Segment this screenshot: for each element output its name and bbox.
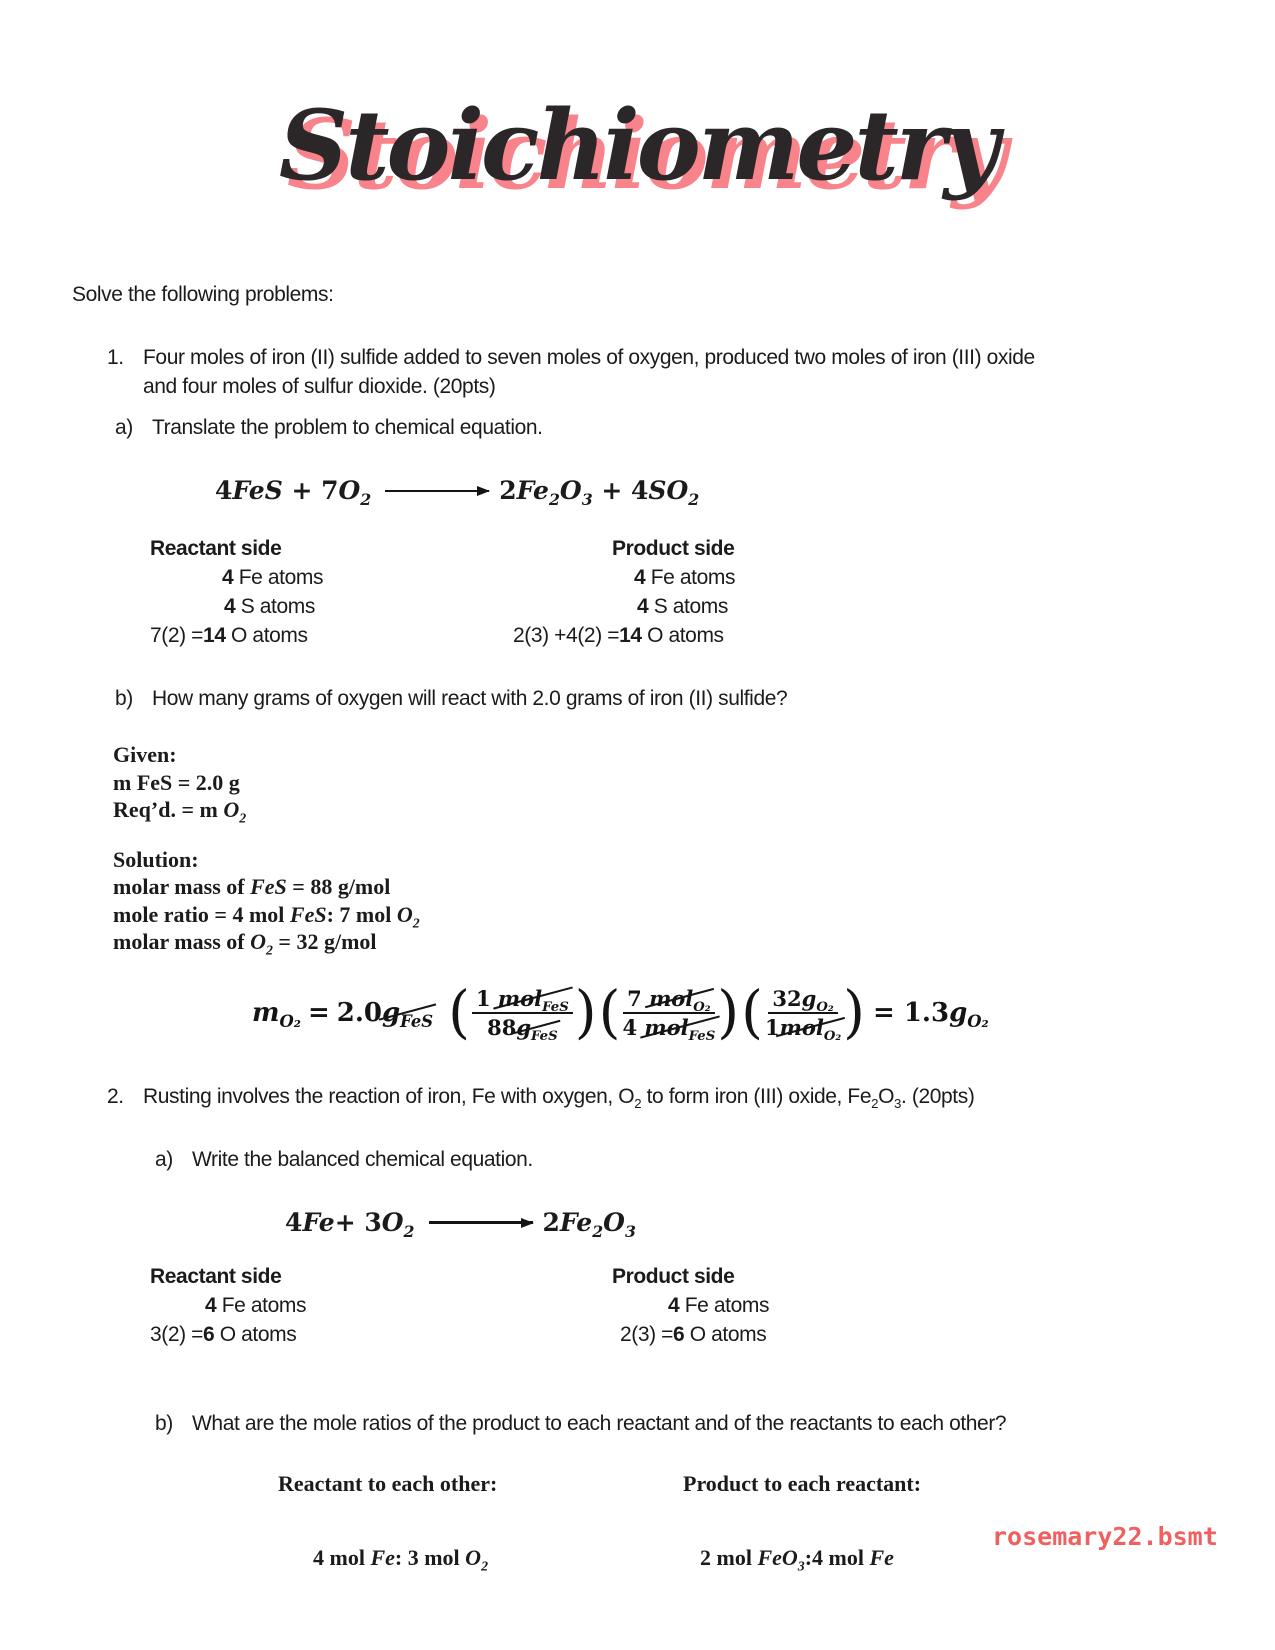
fraction-denominator: 1mol$_{O_2}$ xyxy=(764,1014,842,1044)
product-o-count: 2(3) +4(2) =14 O atoms xyxy=(513,624,724,647)
part-1b xyxy=(115,684,1275,713)
table-row xyxy=(0,621,1275,650)
product-fe-count: 4 Fe atoms xyxy=(634,566,736,589)
table-row xyxy=(0,592,1275,621)
reactant-side-header: Reactant side xyxy=(150,537,282,560)
part-2b-label: b) xyxy=(155,1411,173,1435)
equation-2 xyxy=(285,1207,1275,1241)
table-row xyxy=(0,534,1275,563)
reactant-side-header: Reactant side xyxy=(150,1264,282,1288)
fraction-denominator: $88g_{FeS}$ xyxy=(487,1014,558,1044)
reactant-ratio-header: Reactant to each other: xyxy=(278,1470,498,1496)
watermark: rosemary22.bsmt xyxy=(992,1522,1218,1551)
problem-2-text: Rusting involves the reaction of iron, Fe with oxygen, $O_2$ to form iron (III) oxide, $Fe_2O_3$. (20pts) xyxy=(143,1084,975,1112)
part-1a xyxy=(115,413,1275,442)
fraction-numerator: $32g_{O_2}$ xyxy=(768,986,837,1014)
part-2a xyxy=(155,1145,1275,1174)
problem-1-line2: and four moles of sulfur dioxide. (20pts) xyxy=(143,375,496,398)
table-row xyxy=(0,563,1275,592)
equation-2-products: $2Fe_2O_3$ xyxy=(542,1207,636,1241)
fraction-gram-per-mol-o2 xyxy=(764,985,842,1044)
mass-calculation-formula: $m_{O_2}$ = $2.0g_{FeS}$ ( $\frac{1 mol_{FeS}}{88g_{FeS}}$ ) ( $\frac{7 mol_{O_2}}{4 mol_{FeS}}$ ) ( $\frac{32g_{O_2}}{1mol_{O_2}}$ ) = $1.3g_{O_2}$ xyxy=(252,979,989,1046)
reactant-fe-count: 4 Fe atoms xyxy=(205,1293,307,1317)
part-2a-text: Write the balanced chemical equation. xyxy=(192,1147,533,1171)
part-1b-text: How many grams of oxygen will react with 2.0 grams of iron (II) sulfide? xyxy=(152,687,788,710)
reaction-arrow-icon xyxy=(429,1221,533,1223)
product-side-header: Product side xyxy=(612,1264,735,1288)
given-label: Given: xyxy=(113,742,177,767)
reactant-ratio-value: 4 mol Fe: 3 mol $O_2$ xyxy=(313,1544,488,1574)
product-s-count: 4 S atoms xyxy=(637,595,728,618)
equation-1 xyxy=(215,476,1275,509)
fraction-numerator: 7 mol$_{O_2}$ xyxy=(623,986,714,1014)
product-o-count: 2(3) =6 O atoms xyxy=(620,1322,767,1346)
problem-2-number: 2. xyxy=(107,1084,124,1108)
reactant-o-count: 3(2) =6 O atoms xyxy=(150,1322,297,1346)
reactant-o-count: 7(2) =14 O atoms xyxy=(150,624,308,647)
part-1a-text: Translate the problem to chemical equation. xyxy=(152,416,543,439)
reaction-arrow-icon xyxy=(385,490,489,492)
reactant-s-count: 4 S atoms xyxy=(224,595,315,618)
part-2b-text: What are the mole ratios of the product to each reactant and of the reactants to each other? xyxy=(192,1411,1007,1435)
product-ratio-header: Product to each reactant: xyxy=(683,1470,922,1496)
part-1a-label: a) xyxy=(115,416,133,439)
equation-1-reactants: $4FeS + 7O_2$ xyxy=(215,476,372,509)
fraction-denominator: 4 mol$_{FeS}$ xyxy=(622,1014,716,1044)
table-row xyxy=(0,1320,1275,1349)
problem-1-text xyxy=(143,343,1035,401)
intro-text: Solve the following problems: xyxy=(72,283,334,306)
solution-molar-mass-o2: molar mass of $O_2 = 32$ g/mol xyxy=(113,929,377,958)
product-fe-count: 4 Fe atoms xyxy=(668,1293,770,1317)
problem-1 xyxy=(107,343,1275,401)
equals-sign: = xyxy=(307,997,330,1028)
formula-given-mass: $2.0g_{FeS}$ xyxy=(336,997,434,1031)
fraction-mole-ratio xyxy=(622,985,716,1044)
answers-header-row xyxy=(0,1470,1275,1500)
problem-2 xyxy=(107,1082,1275,1111)
solution-mole-ratio: mole ratio = 4 mol FeS: 7 mol $O_2$ xyxy=(113,901,420,930)
part-2b xyxy=(155,1409,1275,1438)
given-block xyxy=(113,741,1275,824)
fraction-mol-per-gram-fes xyxy=(472,985,573,1044)
table-row xyxy=(0,1291,1275,1320)
problem-1-number: 1. xyxy=(107,346,124,369)
formula-lhs: $m_{O_2}$ xyxy=(252,997,301,1031)
equation-2-reactants: $4Fe+ 3O_2$ xyxy=(285,1207,415,1241)
atom-count-table-1 xyxy=(0,534,1275,650)
given-required: Req’d. = m $O_2$ xyxy=(113,797,247,826)
product-ratio-value: 2 mol FeO$_3$:4 mol Fe xyxy=(700,1544,894,1574)
solution-label: Solution: xyxy=(113,846,199,872)
equation-1-products: $2Fe_2O_3 + 4SO_2$ xyxy=(499,476,700,509)
table-row xyxy=(0,1262,1275,1291)
solution-molar-mass-fes: molar mass of FeS = 88 g/mol xyxy=(113,874,391,899)
part-2a-label: a) xyxy=(155,1147,173,1171)
problem-1-line1: Four moles of iron (II) sulfide added to seven moles of oxygen, produced two moles of iron (III) oxide xyxy=(143,346,1035,369)
formula-result: = $1.3g_{O_2}$ xyxy=(872,997,989,1031)
product-side-header: Product side xyxy=(612,537,735,560)
fraction-numerator: 1 mol$_{FeS}$ xyxy=(472,986,573,1014)
given-mass-fes: m FeS = 2.0 g xyxy=(113,769,240,795)
solution-block xyxy=(113,846,1275,956)
page-title: Stoichiometry xyxy=(278,89,997,202)
part-1b-label: b) xyxy=(115,687,133,710)
atom-count-table-2 xyxy=(0,1262,1275,1349)
reactant-fe-count: 4 Fe atoms xyxy=(222,566,324,589)
